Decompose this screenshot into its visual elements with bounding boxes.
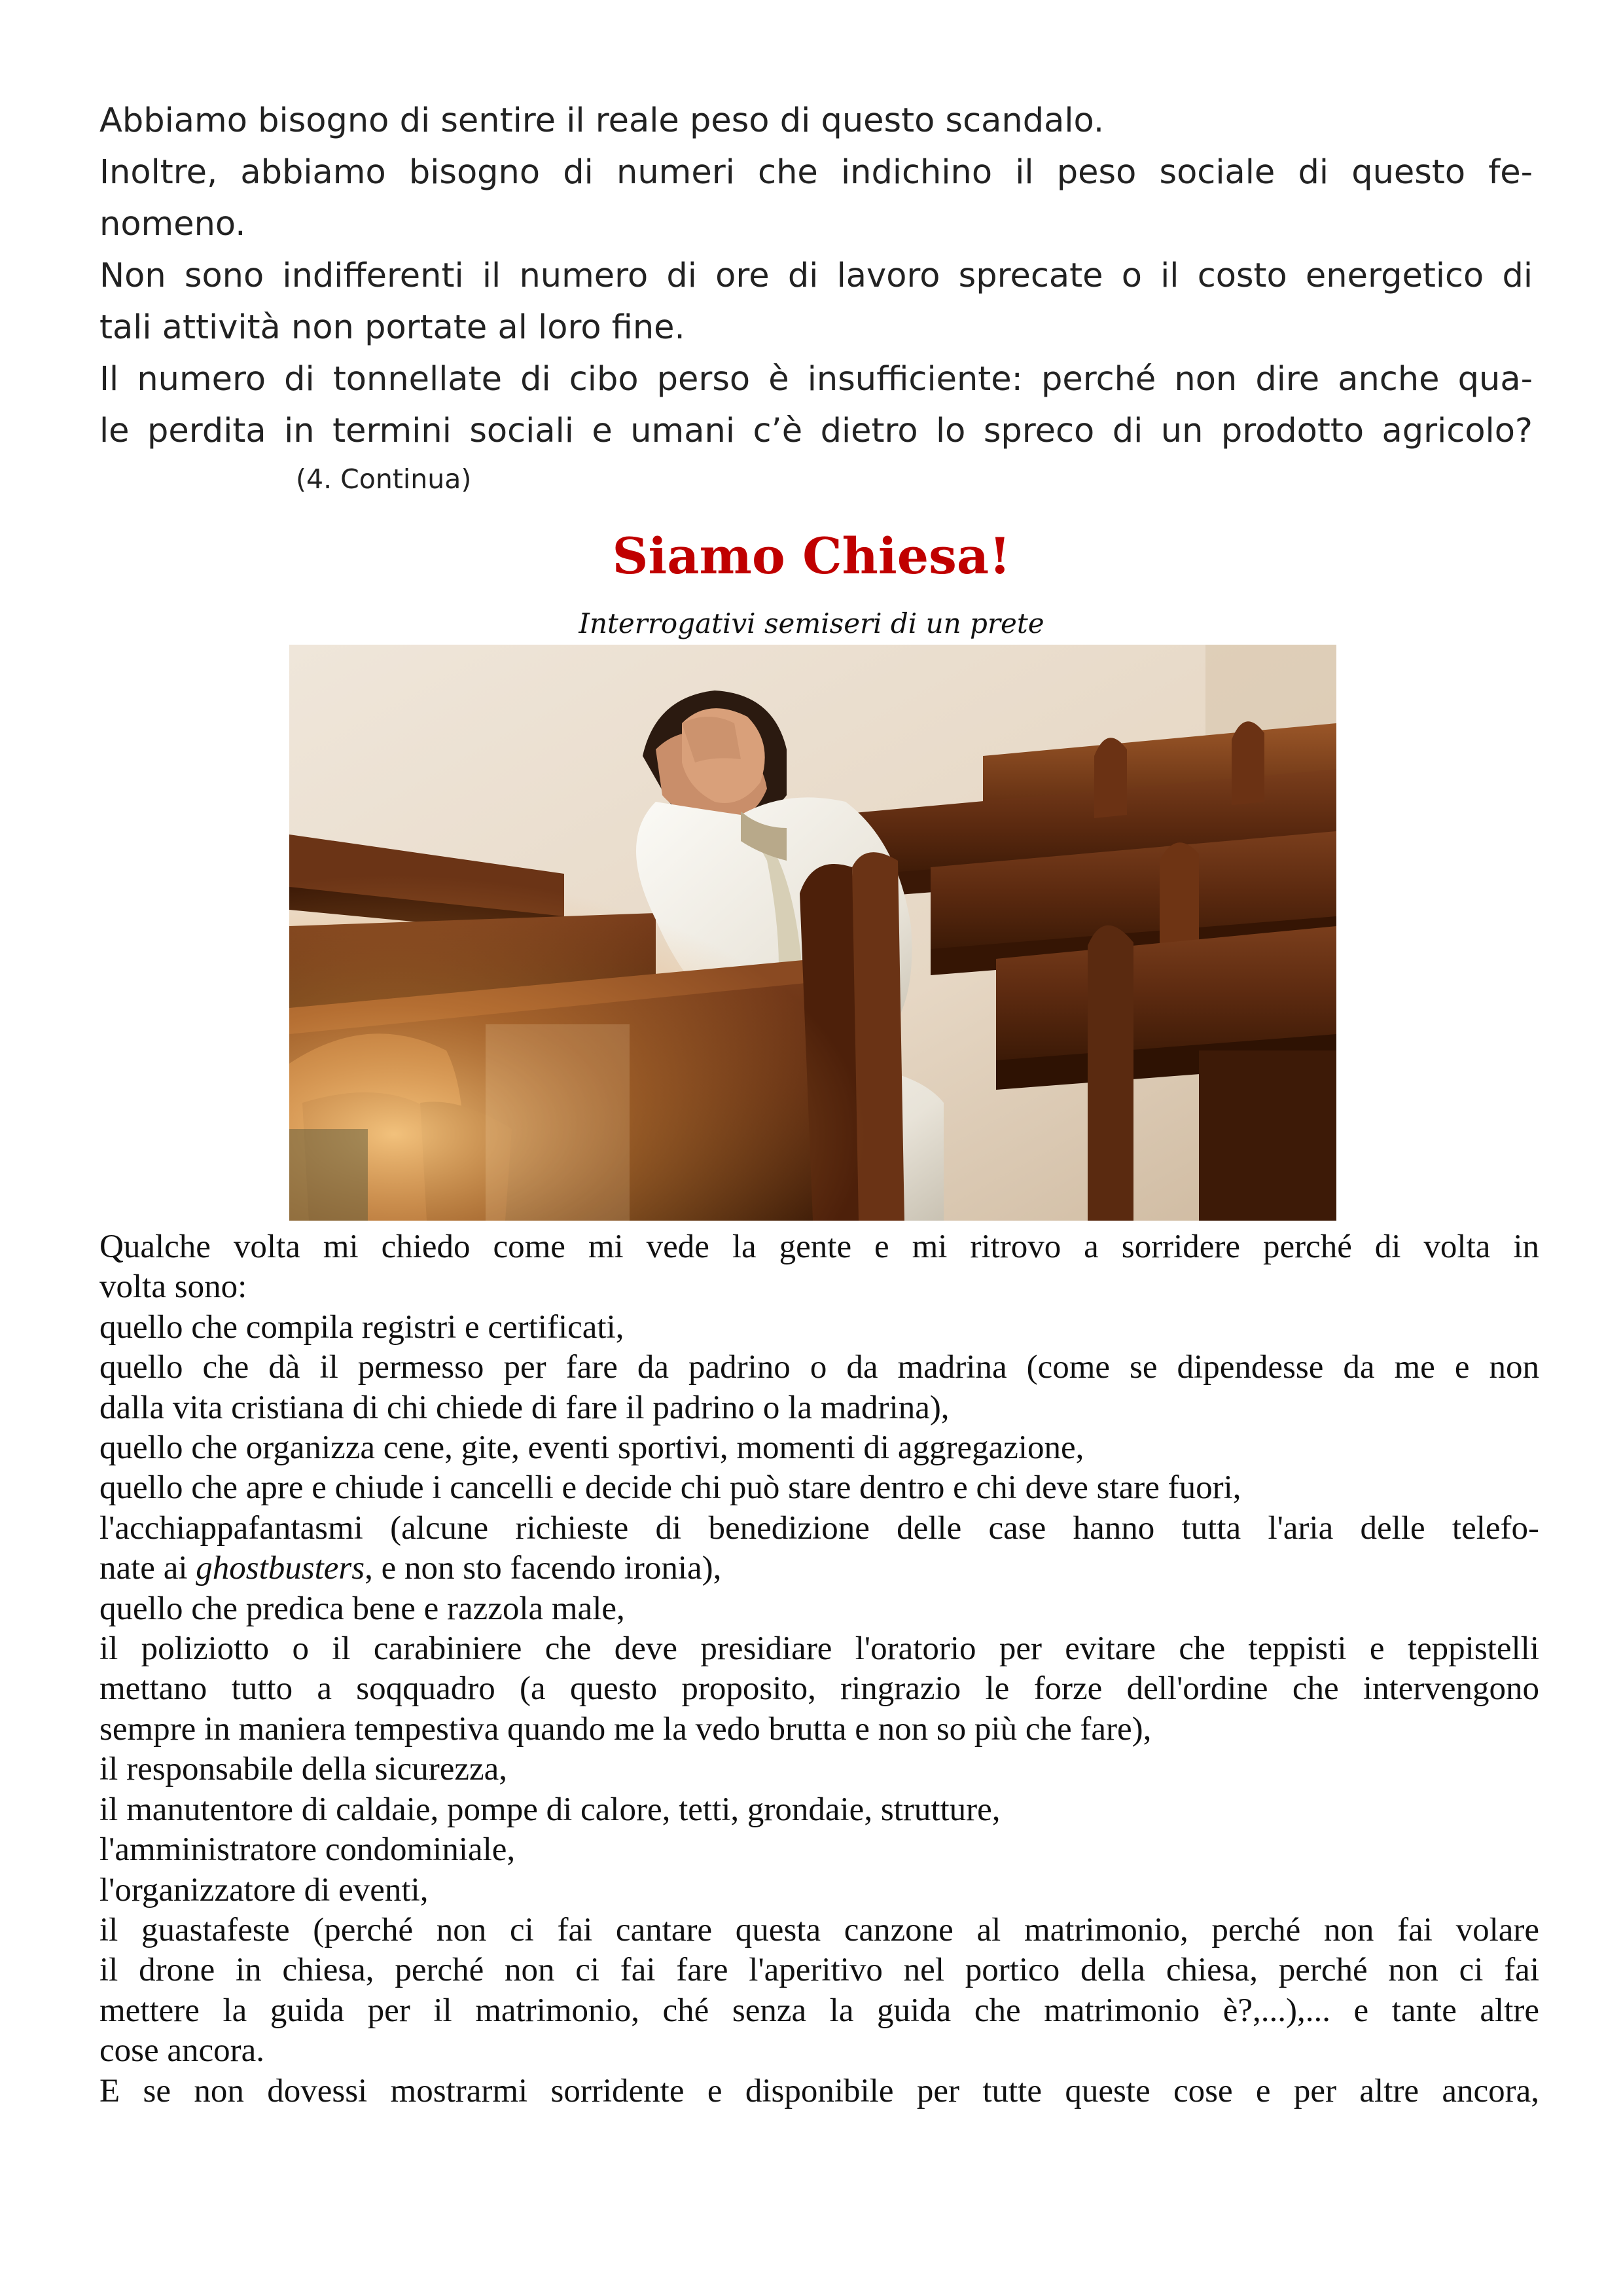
text-line: l'acchiappafantasmi (alcune richieste di benedizione delle case hanno tutta l'aria delle telefo- [99, 1509, 1539, 1547]
text-line: volta sono: [99, 1268, 247, 1306]
text-line: sempre in maniera tempestiva quando me la vedo brutta e non so più che fare), [99, 1710, 1152, 1748]
text-line: quello che organizza cene, gite, eventi sportivi, momenti di aggregazione, [99, 1429, 1084, 1467]
text-line: l'organizzatore di eventi, [99, 1871, 429, 1909]
text-line: Non sono indifferenti il numero di ore di lavoro sprecate o il costo energetico di [99, 257, 1533, 295]
text-fragment: , e non sto facendo ironia), [365, 1550, 722, 1587]
text-line: il drone in chiesa, perché non ci fai fare l'aperitivo nel portico della chiesa, perché non ci fai [99, 1952, 1539, 1989]
text-line: il poliziotto o il carabiniere che deve presidiare l'oratorio per evitare che teppisti e teppistelli [99, 1630, 1539, 1668]
text-line: dalla vita cristiana di chi chiede di fare il padrino o la madrina), [99, 1389, 950, 1426]
text-line: E se non dovessi mostrarmi sorridente e disponibile per tutte queste cose e per altre ancora, [99, 2072, 1539, 2109]
text-line: nomeno. [99, 205, 246, 243]
text-line: cose ancora. [99, 2032, 265, 2070]
text-line: il guastafeste (perché non ci fai cantare questa canzone al matrimonio, perché non fai volare [99, 1911, 1539, 1948]
text-line: Qualche volta mi chiedo come mi vede la gente e mi ritrovo a sorridere perché di volta in [99, 1229, 1539, 1265]
top-paragraph [99, 95, 1533, 457]
text-line: quello che predica bene e razzola male, [99, 1590, 625, 1627]
text-line: mettano tutto a soqquadro (a questo proposito, ringrazio le forze dell'ordine che intervengono [99, 1670, 1539, 1708]
article-photo [289, 645, 1336, 1221]
text-line: le perdita in termini sociali e umani c’è dietro lo spreco di un prodotto agricolo? [99, 412, 1533, 450]
text-line: Inoltre, abbiamo bisogno di numeri che indichino il peso sociale di questo fe- [99, 153, 1533, 192]
article-body [99, 1227, 1539, 2111]
continued-note: (4. Continua) [296, 463, 472, 495]
text-line: l'amministratore condominiale, [99, 1831, 516, 1869]
italic-term: ghostbusters [196, 1550, 365, 1587]
text-line: Abbiamo bisogno di sentire il reale peso di questo scandalo. [99, 101, 1105, 140]
text-line: mettere la guida per il matrimonio, ché senza la guida che matrimonio è?,...),... e tante altre [99, 1992, 1539, 2029]
article-subtitle: Interrogativi semiseri di un prete [579, 607, 1044, 639]
text-line: il manutentore di caldaie, pompe di calore, tetti, grondaie, strutture, [99, 1791, 1001, 1828]
text-line: quello che apre e chiude i cancelli e decide chi può stare dentro e chi deve stare fuori, [99, 1469, 1241, 1507]
text-line: quello che compila registri e certificati, [99, 1308, 624, 1346]
text-line: Il numero di tonnellate di cibo perso è insufficiente: perché non dire anche qua- [99, 360, 1533, 399]
text-line: il responsabile della sicurezza, [99, 1751, 508, 1788]
text-line: tali attività non portate al loro fine. [99, 308, 685, 347]
article-title: Siamo Chiesa! [612, 527, 1011, 585]
text-fragment: nate ai [99, 1550, 196, 1587]
text-line: quello che dà il permesso per fare da padrino o da madrina (come se dipendesse da me e non [99, 1349, 1539, 1386]
text-line [99, 1549, 1539, 1588]
